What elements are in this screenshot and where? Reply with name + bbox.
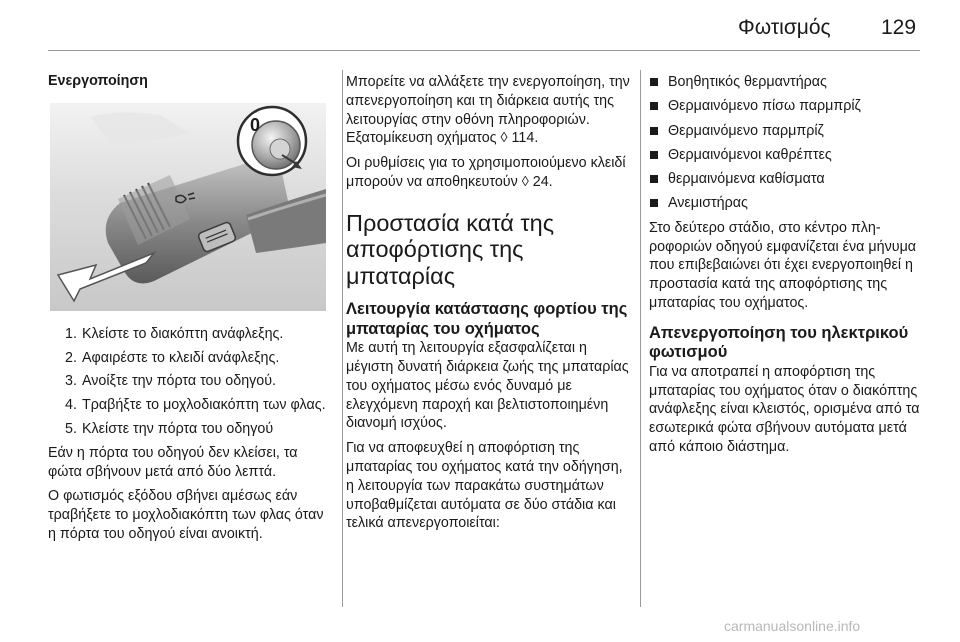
- step-number: 3.: [65, 373, 77, 390]
- paragraph-door-timeout: Εάν η πόρτα του οδηγού δεν κλείσει, τα φώτα σβήνουν μετά από δύο λεπτά.: [48, 444, 298, 480]
- step-text: Κλείστε την πόρτα του οδηγού: [82, 420, 274, 437]
- paragraph-second-stage: Στο δεύτερο στάδιο, στο κέντρο πληροφοριών οδηγού εμφανίζεται ένα μήνυμα που επιβεβαιώνει ότι έχει ενεργοποιηθεί η προστασία κατά της αποφόρτισης της μπαταρίας του οχήματος.: [649, 219, 917, 311]
- list-item: [649, 73, 929, 92]
- bullet-text: Βοηθητικός θερμαντήρας: [668, 74, 827, 90]
- turn-signal-lever-illustration: [50, 103, 326, 311]
- list-item: [48, 396, 333, 415]
- bullet-square-icon: [650, 175, 658, 183]
- step-number: 1.: [65, 325, 77, 342]
- activation-steps-list: [48, 325, 333, 439]
- step-number: 4.: [65, 397, 77, 414]
- list-item: [649, 194, 929, 213]
- list-item: [649, 122, 929, 141]
- figure-label: 0: [250, 114, 261, 135]
- list-item: [48, 325, 333, 344]
- page-title: Φωτισμός: [738, 16, 831, 39]
- list-item: [649, 146, 929, 165]
- step-number: 2.: [65, 349, 77, 366]
- section-title-battery-protection: Προστασία κατά της αποφόρτισης της μπαταρίας: [346, 209, 555, 289]
- bullet-square-icon: [650, 78, 658, 86]
- paragraph-settings: Μπορείτε να αλλάξετε την ενεργοποίηση, την απενεργοποίηση και τη διάρκεια αυτής της λειτουργίας στην οθόνη πληροφοριών. Εξατομίκευση οχήματος ◊ 114.: [346, 74, 630, 147]
- bullet-square-icon: [650, 151, 658, 159]
- bullet-square-icon: [650, 102, 658, 110]
- column-divider-right: [640, 70, 641, 607]
- bullet-text: Θερμαινόμενο παρμπρίζ: [668, 122, 824, 139]
- paragraph-key-settings: Οι ρυθμίσεις για το χρησιμοποιούμενο κλειδί μπορούν να αποθηκευτούν ◊ 24.: [346, 155, 626, 190]
- paragraph-battery-life: Με αυτή τη λειτουργία εξασφαλίζεται η μέγιστη δυνατή διάρκεια ζωής της μπαταρίας του οχήματος μέσω ενός δυναμό με ελεγχόμενη παροχή και βελτιστοποιημένη διανομή ισχύος.: [346, 340, 629, 432]
- paragraph-systems-degraded: Για να αποφευχθεί η αποφόρτιση της μπαταρίας του οχήματος κατά την οδήγηση, η λειτουργία των παρακάτω συστημάτων υποβαθμίζεται αυτόματα σε δύο στάδια και τελικά απενεργοποιείται:: [346, 440, 623, 532]
- column-divider-left: [342, 70, 343, 607]
- step-number: 5.: [65, 420, 77, 437]
- list-item: [48, 420, 333, 439]
- bullet-text: Θερμαινόμενοι καθρέπτες: [668, 146, 832, 163]
- paragraph-exit-lighting: Ο φωτισμός εξόδου σβήνει αμέσως εάν τραβήξετε το μοχλοδιακόπτη των φλας όταν η πόρτα του οδηγού είναι ανοικτή.: [48, 488, 324, 542]
- bullet-text: Ανεμιστήρας: [668, 195, 748, 212]
- bullet-square-icon: [650, 199, 658, 207]
- column-left: [48, 72, 333, 544]
- bullet-text: Θερμαινόμενο πίσω παρμπρίζ: [668, 98, 861, 115]
- step-text: Τραβήξτε το μοχλοδιακόπτη των φλας.: [82, 397, 326, 414]
- page-number: 129: [881, 16, 917, 39]
- subheading-electric-lighting-off: Απενεργοποίηση του ηλεκτρικού φωτισμού: [649, 323, 909, 362]
- paragraph-interior-lights-off: Για να αποτραπεί η αποφόρτιση της μπαταρίας του οχήματος όταν ο διακόπτης ανάφλεξης είναι κλειστός, ορισμένα από τα εσωτερικά φώτα σβήνουν αυτόματα μετά από κάποιο διάστημα.: [649, 363, 920, 455]
- list-item: [48, 349, 333, 368]
- step-text: Αφαιρέστε το κλειδί ανάφλεξης.: [82, 349, 280, 366]
- section-heading-activation: Ενεργοποίηση: [48, 73, 148, 89]
- column-middle: [346, 73, 634, 533]
- consumer-systems-list: [649, 73, 929, 213]
- watermark: carmanualsonline.info: [724, 618, 861, 634]
- bullet-text: θερμαινόμενα καθίσματα: [668, 171, 825, 188]
- step-text: Ανοίξτε την πόρτα του οδηγού.: [82, 373, 277, 390]
- list-item: [48, 372, 333, 391]
- step-text: Κλείστε το διακόπτη ανάφλεξης.: [82, 325, 284, 342]
- list-item: [649, 97, 929, 116]
- subheading-battery-state: Λειτουργία κατάστασης φορτίου της μπαταρίας του οχήματος: [346, 300, 628, 338]
- column-right: [649, 73, 929, 457]
- bullet-square-icon: [650, 127, 658, 135]
- list-item: [649, 170, 929, 189]
- header-divider: [48, 50, 920, 51]
